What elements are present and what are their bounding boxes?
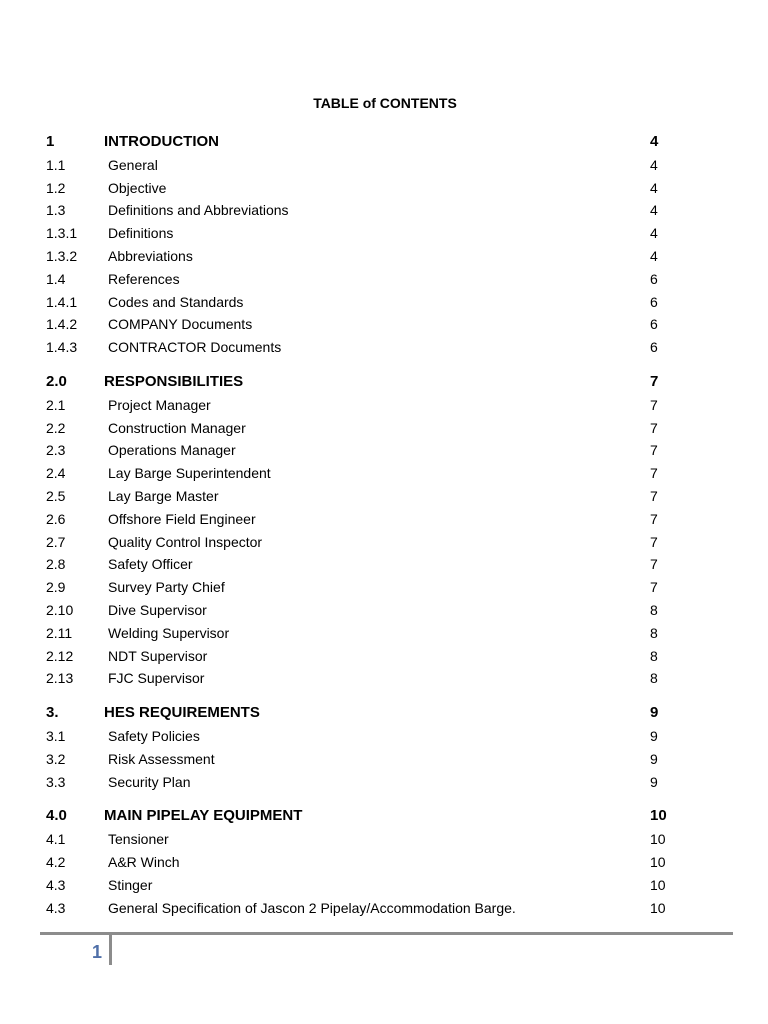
- toc-entry-number: 3.2: [46, 750, 66, 767]
- toc-entry-page: 4: [650, 202, 658, 219]
- toc-entry-label: Security Plan: [108, 773, 191, 790]
- toc-entry-label: References: [108, 270, 180, 287]
- toc-entry-number: 2.10: [46, 601, 74, 618]
- toc-entry-label: Risk Assessment: [108, 750, 215, 767]
- toc-entry[interactable]: [46, 622, 686, 645]
- toc-entry[interactable]: [46, 417, 686, 440]
- toc-entry-number: 2.12: [46, 647, 74, 664]
- toc-entry-label: Stinger: [108, 876, 153, 893]
- toc-entry-label: Lay Barge Master: [108, 487, 219, 504]
- toc-section-responsibilities: [46, 371, 686, 690]
- toc-entry[interactable]: [46, 553, 686, 576]
- toc-entry-label: FJC Supervisor: [108, 670, 205, 687]
- toc-entry-number: 2.2: [46, 419, 66, 436]
- toc-entry[interactable]: [46, 771, 686, 794]
- toc-entry[interactable]: [46, 245, 686, 268]
- toc-entry-page: 9: [650, 773, 658, 790]
- toc-heading-label: RESPONSIBILITIES: [104, 372, 244, 390]
- toc-entry-number: 3.1: [46, 727, 66, 744]
- toc-entry-label: Objective: [108, 179, 167, 196]
- toc-entry-label: Lay Barge Superintendent: [108, 465, 271, 482]
- toc-section-main-pipelay-equipment: [46, 805, 686, 919]
- toc-entry-page: 6: [650, 270, 658, 287]
- toc-entry-page: 10: [650, 899, 666, 916]
- toc-heading-label: HES REQUIREMENTS: [104, 704, 260, 722]
- toc-entry-number: 1.4.1: [46, 293, 78, 310]
- toc-entry-page: 4: [650, 179, 658, 196]
- toc-heading-page: 9: [650, 704, 659, 722]
- toc-entry-label: NDT Supervisor: [108, 647, 208, 664]
- toc-entry-page: 6: [650, 339, 658, 356]
- toc-entry-page: 7: [650, 396, 658, 413]
- toc-section-hes-requirements: [46, 702, 686, 793]
- toc-entry-number: 3.3: [46, 773, 66, 790]
- toc-entry-number: 4.2: [46, 853, 66, 870]
- toc-entry-page: 9: [650, 727, 658, 744]
- toc-entry-page: 10: [650, 876, 666, 893]
- toc-entry-label: Offshore Field Engineer: [108, 510, 256, 527]
- toc-entry-label: Tensioner: [108, 831, 169, 848]
- toc-entry[interactable]: [46, 645, 686, 668]
- table-of-contents: [46, 131, 686, 931]
- toc-entry[interactable]: [46, 485, 686, 508]
- toc-entry[interactable]: [46, 851, 686, 874]
- toc-entry-label: Dive Supervisor: [108, 601, 207, 618]
- toc-entry-number: 2.8: [46, 556, 66, 573]
- toc-entry[interactable]: [46, 268, 686, 291]
- toc-entry[interactable]: [46, 462, 686, 485]
- toc-entry[interactable]: [46, 313, 686, 336]
- toc-entry[interactable]: [46, 439, 686, 462]
- toc-entry-page: 8: [650, 624, 658, 641]
- toc-entry-page: 7: [650, 533, 658, 550]
- toc-entry-number: 1.3.1: [46, 225, 78, 242]
- toc-entry[interactable]: [46, 177, 686, 200]
- toc-entry-label: A&R Winch: [108, 853, 180, 870]
- toc-entry[interactable]: [46, 291, 686, 314]
- toc-title: TABLE of CONTENTS: [313, 95, 457, 111]
- toc-entry-number: 2.1: [46, 396, 66, 413]
- toc-entry-number: 4.3: [46, 899, 66, 916]
- toc-entry-number: 4.1: [46, 831, 66, 848]
- toc-entry[interactable]: [46, 508, 686, 531]
- toc-entry[interactable]: [46, 828, 686, 851]
- toc-entry-label: Quality Control Inspector: [108, 533, 263, 550]
- toc-entry-number: 1.4: [46, 270, 66, 287]
- toc-entry-number: 2.3: [46, 442, 66, 459]
- toc-heading[interactable]: [46, 371, 686, 394]
- toc-entry-number: 4.3: [46, 876, 66, 893]
- toc-entry-number: 1.3.2: [46, 247, 78, 264]
- toc-entry-label: Definitions: [108, 225, 174, 242]
- toc-entry-page: 10: [650, 853, 666, 870]
- toc-heading[interactable]: [46, 131, 686, 154]
- toc-entry-page: 7: [650, 442, 658, 459]
- toc-entry-label: Project Manager: [108, 396, 211, 413]
- toc-entry-number: 2.7: [46, 533, 66, 550]
- toc-entry-label: COMPANY Documents: [108, 316, 253, 333]
- toc-entry-label: Welding Supervisor: [108, 624, 230, 641]
- toc-heading-label: INTRODUCTION: [104, 133, 219, 150]
- toc-entry-label: CONTRACTOR Documents: [108, 339, 282, 356]
- toc-entry[interactable]: [46, 725, 686, 748]
- toc-entry-label: Codes and Standards: [108, 293, 244, 310]
- toc-entry-page: 7: [650, 579, 658, 596]
- toc-entry[interactable]: [46, 394, 686, 417]
- toc-heading-number: 4.0: [46, 807, 67, 825]
- footer-divider: [109, 935, 112, 965]
- toc-heading-page: 10: [650, 807, 667, 825]
- toc-entry-page: 9: [650, 750, 658, 767]
- toc-entry[interactable]: [46, 222, 686, 245]
- toc-entry-page: 4: [650, 225, 658, 242]
- toc-entry-page: 7: [650, 465, 658, 482]
- toc-heading-number: 3.: [46, 704, 59, 722]
- toc-entry-label: Safety Policies: [108, 727, 200, 744]
- toc-entry-number: 2.13: [46, 670, 74, 687]
- toc-entry-label: General Specification of Jascon 2 Pipelay/Accommodation Barge.: [108, 899, 516, 916]
- toc-entry-number: 2.4: [46, 465, 66, 482]
- toc-entry-label: Abbreviations: [108, 247, 193, 264]
- toc-entry-page: 6: [650, 316, 658, 333]
- toc-heading[interactable]: [46, 702, 686, 725]
- toc-entry-label: Construction Manager: [108, 419, 246, 436]
- toc-entry-page: 4: [650, 247, 658, 264]
- toc-entry-label: Operations Manager: [108, 442, 236, 459]
- toc-entry[interactable]: [46, 748, 686, 771]
- toc-entry-page: 6: [650, 293, 658, 310]
- toc-entry-page: 8: [650, 647, 658, 664]
- toc-entry-number: 2.9: [46, 579, 66, 596]
- toc-entry-label: Definitions and Abbreviations: [108, 202, 289, 219]
- toc-entry-page: 7: [650, 487, 658, 504]
- toc-heading-number: 2.0: [46, 372, 67, 390]
- toc-entry-number: 2.11: [46, 624, 73, 641]
- toc-entry-label: General: [108, 156, 158, 173]
- toc-section-introduction: [46, 131, 686, 359]
- toc-entry[interactable]: [46, 667, 686, 690]
- toc-entry-number: 1.4.2: [46, 316, 78, 333]
- toc-entry[interactable]: [46, 199, 686, 222]
- toc-heading[interactable]: [46, 805, 686, 828]
- toc-entry-page: 7: [650, 556, 658, 573]
- toc-entry-label: Survey Party Chief: [108, 579, 225, 596]
- toc-entry-number: 2.5: [46, 487, 66, 504]
- toc-entry-label: Safety Officer: [108, 556, 193, 573]
- toc-entry-number: 1.4.3: [46, 339, 78, 356]
- toc-entry-page: 7: [650, 510, 658, 527]
- toc-entry-page: 8: [650, 670, 658, 687]
- toc-entry-number: 1.2: [46, 179, 66, 196]
- toc-entry[interactable]: [46, 576, 686, 599]
- toc-entry-number: 1.3: [46, 202, 66, 219]
- toc-entry-number: 2.6: [46, 510, 66, 527]
- toc-entry-page: 10: [650, 831, 666, 848]
- toc-entry[interactable]: [46, 531, 686, 554]
- toc-heading-number: 1: [46, 133, 55, 150]
- toc-entry[interactable]: [46, 874, 686, 897]
- toc-entry[interactable]: [46, 336, 686, 359]
- toc-heading-page: 7: [650, 372, 659, 390]
- page-number: 1: [92, 942, 103, 962]
- toc-entry[interactable]: [46, 599, 686, 622]
- toc-entry-page: 4: [650, 156, 658, 173]
- footer-rule: [40, 932, 733, 935]
- toc-entry-page: 7: [650, 419, 658, 436]
- toc-heading-label: MAIN PIPELAY EQUIPMENT: [104, 807, 303, 825]
- toc-entry-page: 8: [650, 601, 658, 618]
- toc-heading-page: 4: [650, 133, 659, 150]
- toc-entry-number: 1.1: [46, 156, 66, 173]
- toc-entry[interactable]: [46, 154, 686, 177]
- toc-entry[interactable]: [46, 897, 686, 920]
